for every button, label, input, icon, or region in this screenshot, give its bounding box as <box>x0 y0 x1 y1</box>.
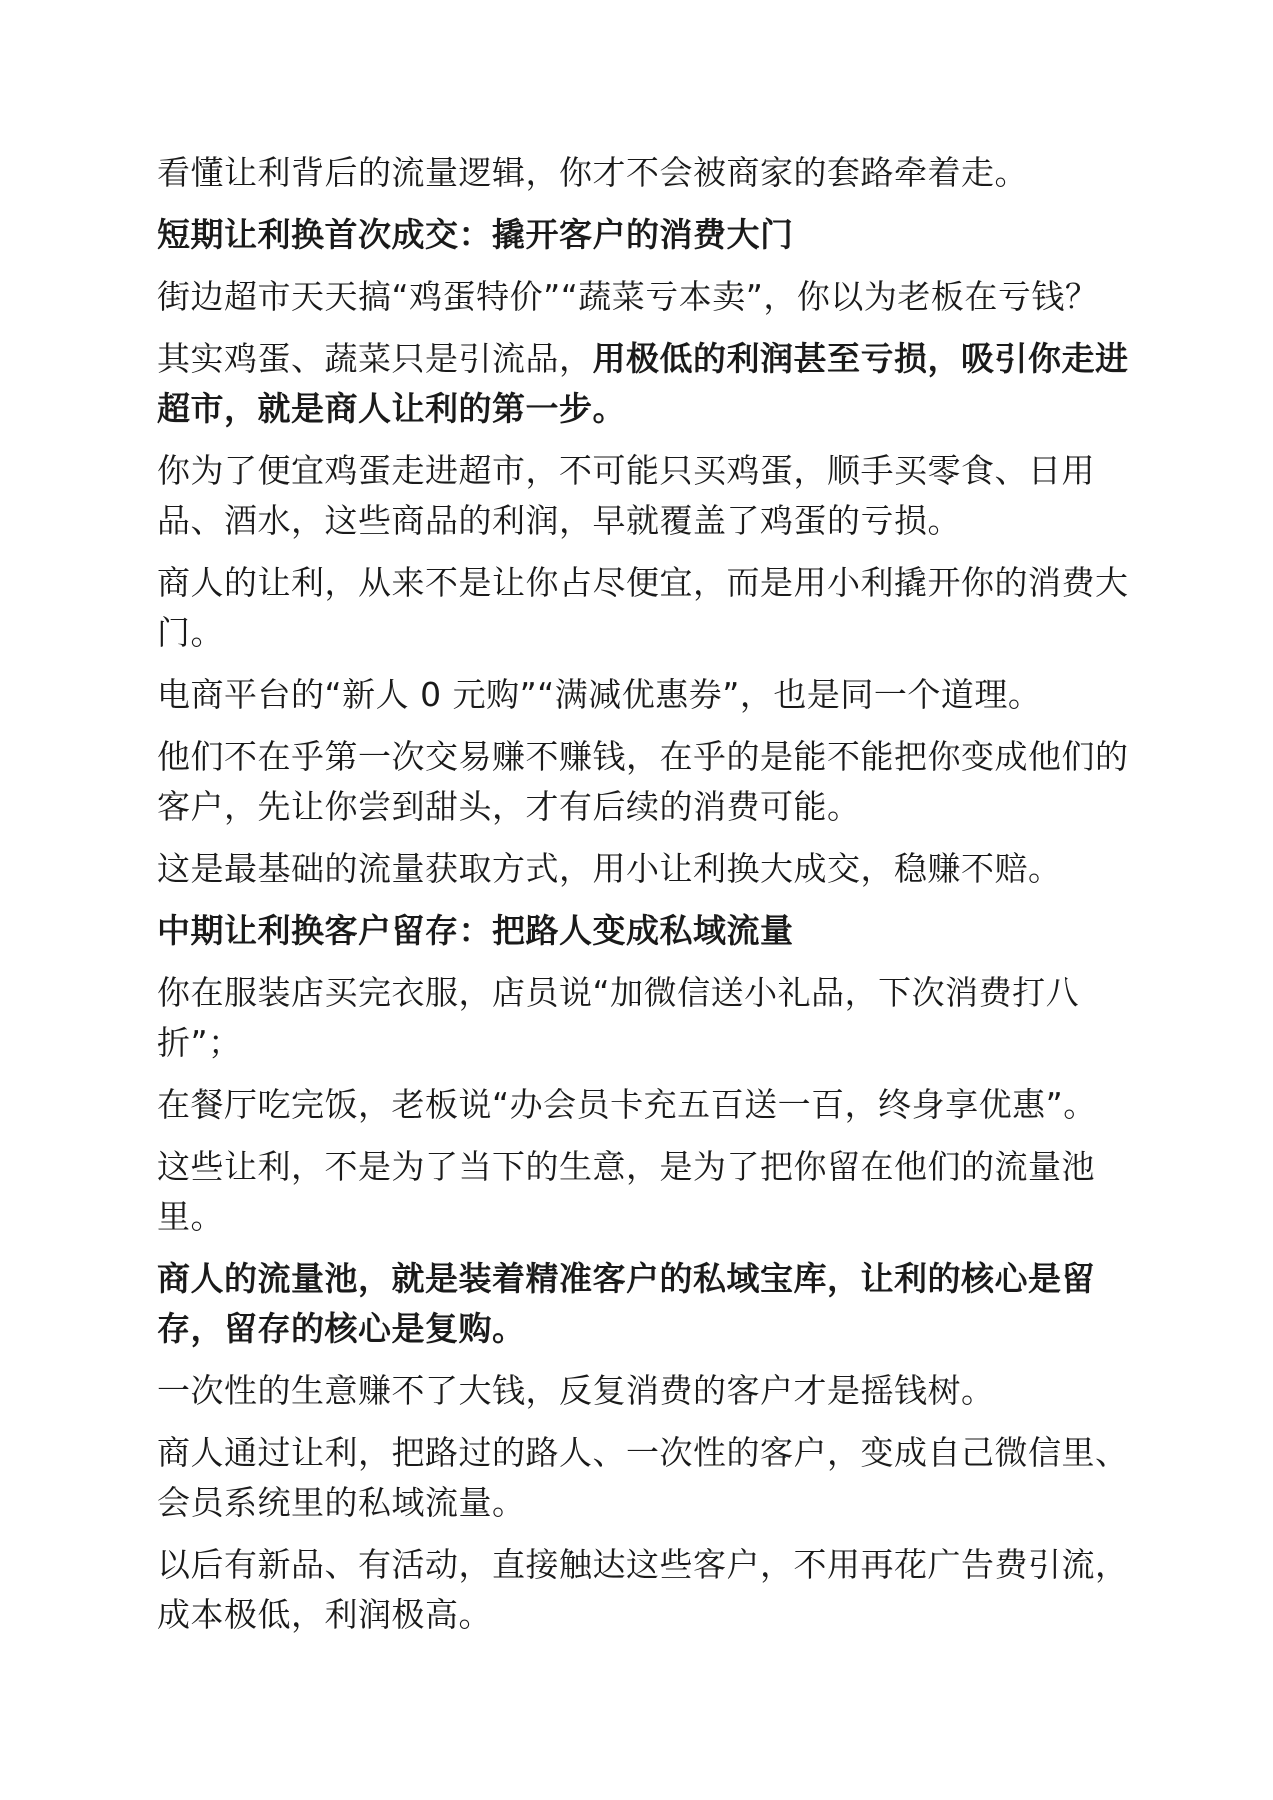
paragraph-private-domain-bold: 商人的流量池，就是装着精准客户的私域宝库，让利的核心是留存，留存的核心是复购。 <box>157 1259 1095 1348</box>
paragraph-small-profit: 商人的让利，从来不是让你占尽便宜，而是用小利撬开你的消费大门。 <box>157 563 1129 652</box>
document-body <box>157 148 1132 1652</box>
paragraph-supermarket: 街边超市天天搞“鸡蛋特价”“蔬菜亏本卖”，你以为老板在亏钱？ <box>157 277 1099 316</box>
paragraph-lead-product <box>157 334 1132 434</box>
paragraph-direct-reach: 以后有新品、有活动，直接触达这些客户，不用再花广告费引流，成本极低，利润极高。 <box>157 1545 1129 1634</box>
paragraph-plain-part: 其实鸡蛋、蔬菜只是引流品， <box>157 339 593 378</box>
paragraph-repeat-customers: 一次性的生意赚不了大钱，反复消费的客户才是摇钱树。 <box>157 1371 995 1410</box>
paragraph-convert-passersby: 商人通过让利，把路过的路人、一次性的客户，变成自己微信里、会员系统里的私域流量。 <box>157 1433 1129 1522</box>
paragraph-clothing-store: 你在服装店买完衣服，店员说“加微信送小礼品，下次消费打八折”； <box>157 973 1080 1062</box>
paragraph-intro: 看懂让利背后的流量逻辑，你才不会被商家的套路牵着走。 <box>157 153 1028 192</box>
section-heading-mid-term: 中期让利换客户留存：把路人变成私域流量 <box>157 911 794 950</box>
paragraph-bold-part: 用极低的利润甚至亏损，吸引你走进超市，就是商人让利的第一步。 <box>157 339 1129 428</box>
paragraph-traffic-pool: 这些让利，不是为了当下的生意，是为了把你留在他们的流量池里。 <box>157 1147 1095 1236</box>
paragraph-first-deal: 他们不在乎第一次交易赚不赚钱，在乎的是能不能把你变成他们的客户，先让你尝到甜头，才有后续的消费可能。 <box>157 737 1129 826</box>
paragraph-ecommerce: 电商平台的“新人 0 元购”“满减优惠券”，也是同一个道理。 <box>157 675 1042 714</box>
paragraph-basic-traffic: 这是最基础的流量获取方式，用小让利换大成交，稳赚不赔。 <box>157 849 1062 888</box>
paragraph-buy-more: 你为了便宜鸡蛋走进超市，不可能只买鸡蛋，顺手买零食、日用品、酒水，这些商品的利润，早就覆盖了鸡蛋的亏损。 <box>157 451 1095 540</box>
paragraph-restaurant: 在餐厅吃完饭，老板说“办会员卡充五百送一百，终身享优惠”。 <box>157 1085 1097 1124</box>
section-heading-short-term: 短期让利换首次成交：撬开客户的消费大门 <box>157 215 794 254</box>
